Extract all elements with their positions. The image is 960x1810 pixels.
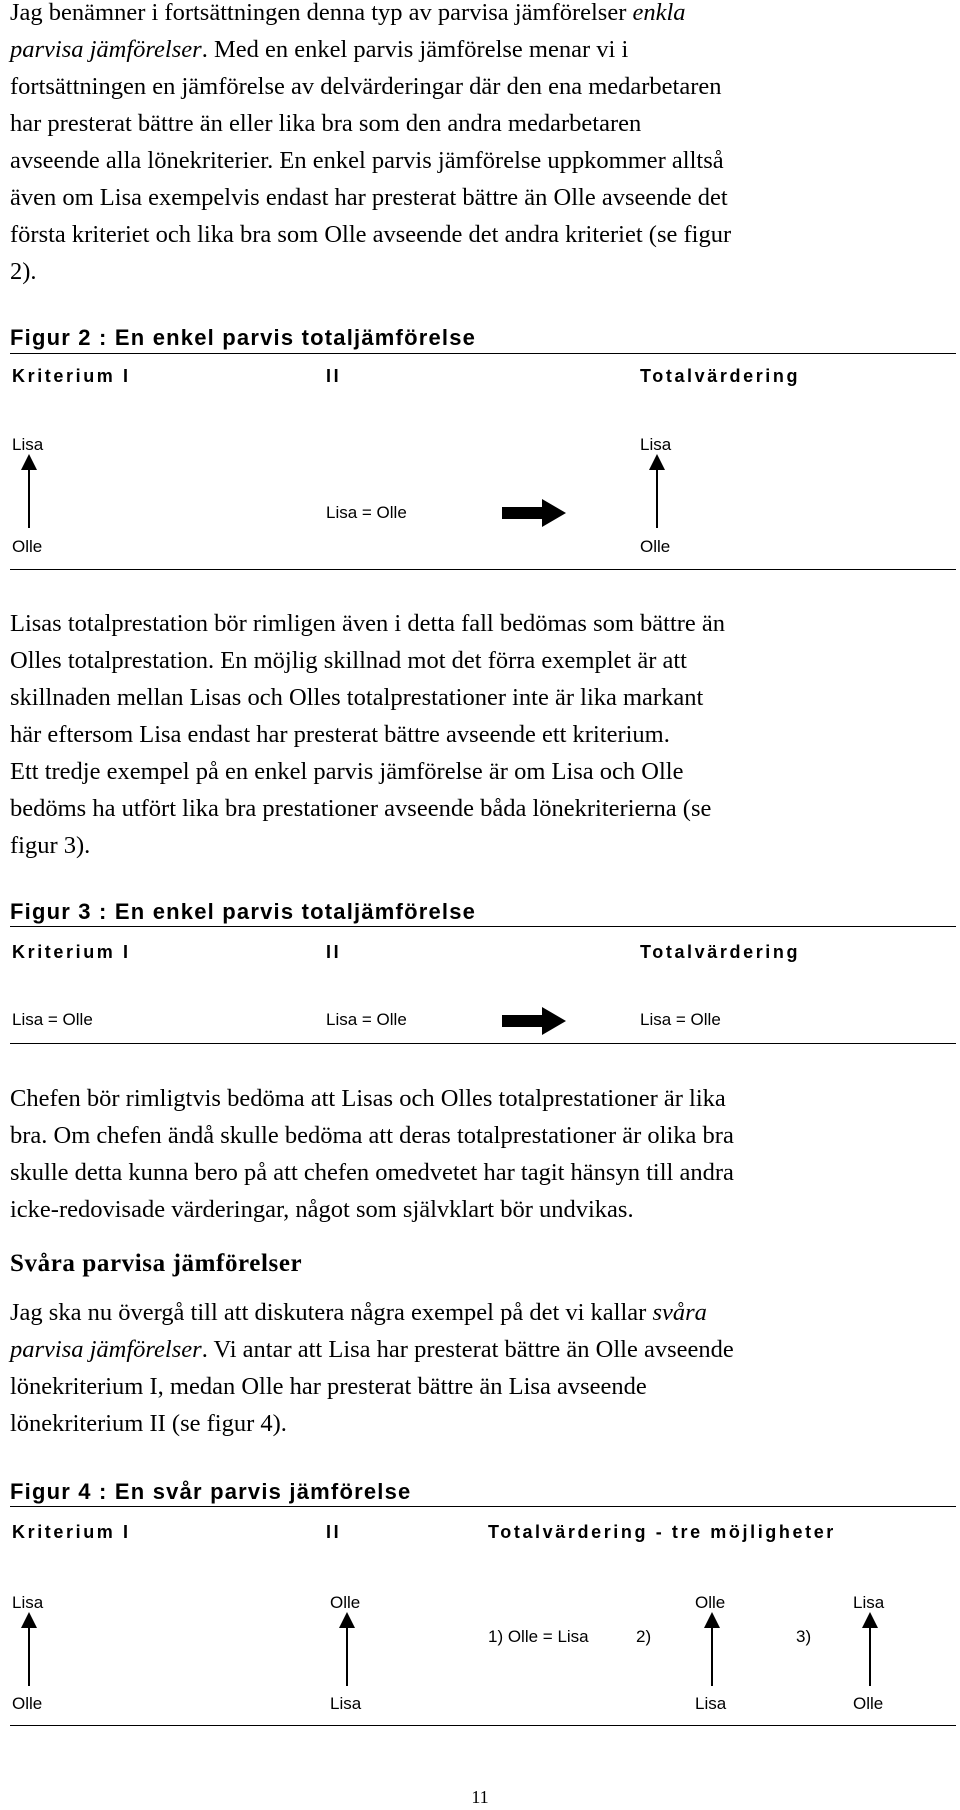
figure-4-crit2-top-label: Olle (330, 1593, 361, 1612)
figure-4-col-kriterium: Kriterium I (12, 1522, 131, 1542)
figure-4-option-2: 2) (636, 1627, 652, 1646)
figure-2-crit2-label: Lisa = Olle (326, 503, 407, 522)
figure-4-rule (10, 1506, 956, 1507)
up-arrow-shaft (28, 468, 30, 528)
right-arrow-icon (502, 499, 566, 527)
up-arrow-shaft (656, 468, 658, 528)
text-run: Jag benämner i fortsättningen denna typ av parvisa jämförelser (10, 0, 633, 26)
figure-4-opt2-top-label: Olle (695, 1593, 726, 1612)
text-run: . Vi antar att Lisa har presterat bättre än Olle avseende (201, 1336, 734, 1363)
figure-3-col-total: Totalvärdering (640, 942, 801, 962)
figure-4-crit1-bottom-label: Olle (12, 1694, 43, 1713)
text-run: . Med en enkel parvis jämförelse menar vi i (201, 36, 629, 63)
page-number: 11 (471, 1787, 489, 1807)
figure-2-col-ii: II (326, 366, 342, 386)
figure-4-opt3-top-label: Lisa (853, 1593, 885, 1612)
figure-3-total-label: Lisa = Olle (640, 1010, 721, 1029)
figure-4-opt2-bottom-label: Lisa (695, 1694, 727, 1713)
up-arrow-shaft (346, 1626, 348, 1686)
up-arrow-shaft (869, 1626, 871, 1686)
figure-3-rule (10, 926, 956, 927)
italic-term: enkla (632, 0, 686, 26)
figure-4-crit1-top-label: Lisa (12, 1593, 44, 1612)
figure-2-title: Figur 2 : En enkel parvis totaljämförelse (10, 325, 477, 350)
figure-2-total-top-label: Lisa (640, 435, 672, 454)
figure-4-title: Figur 4 : En svår parvis jämförelse (10, 1479, 412, 1504)
text-run: fortsättningen en jämförelse av delvärderingar där den ena medarbetaren har presterat bättre än eller lika bra som den andra medarbetaren avseende alla lönekriterier. En enkel parvis jämförelse uppkommer alltså även om Lisa exempelvis endast har presterat bättre än Olle avseende det första kriteriet och lika bra som Olle avseende det andra kriteriet (se figur 2). (10, 73, 732, 285)
right-arrow-icon (502, 1007, 566, 1035)
figure-3-bottom-rule (10, 1043, 956, 1044)
figure-3-col-ii: II (326, 942, 342, 962)
figure-4-bottom-rule (10, 1725, 956, 1726)
figure-2-crit1-top-label: Lisa (12, 435, 44, 454)
figure-2-col-kriterium: Kriterium I (12, 366, 131, 386)
italic-term: parvisa jämförelser (10, 36, 202, 63)
figure-4-crit2-bottom-label: Lisa (330, 1694, 362, 1713)
text-run: lönekriterium I, medan Olle har presterat bättre än Lisa avseende lönekriterium II (se figur 4). (10, 1373, 647, 1437)
italic-term: svåra (652, 1299, 707, 1326)
figure-4-option-3: 3) (796, 1627, 812, 1646)
figure-4-col-ii: II (326, 1522, 342, 1542)
figure-2-bottom-rule (10, 569, 956, 570)
figure-4-col-total: Totalvärdering - tre möjligheter (488, 1522, 836, 1542)
figure-2-total-bottom-label: Olle (640, 537, 671, 556)
italic-term: parvisa jämförelser (10, 1336, 202, 1363)
figure-3-title: Figur 3 : En enkel parvis totaljämförelse (10, 899, 477, 924)
section-heading: Svåra parvisa jämförelser (10, 1250, 303, 1277)
figure-2-col-total: Totalvärdering (640, 366, 801, 386)
figure-2-rule (10, 353, 956, 354)
paragraph-figure-3-discussion: Chefen bör rimligtvis bedöma att Lisas och Olles totalprestationer är lika bra. Om chefen ändå skulle bedöma att deras totalprestationer är olika bra skulle detta kunna bero på att chefen omedvetet har tagit hänsyn till andra icke-redovisade värderingar, något som självklart bör undvikas. (10, 1085, 734, 1223)
figure-4-opt3-bottom-label: Olle (853, 1694, 884, 1713)
text-run: Jag ska nu övergå till att diskutera några exempel på det vi kallar (10, 1299, 653, 1326)
paragraph-difficult-comparisons (10, 1294, 955, 1442)
figure-3-crit2-label: Lisa = Olle (326, 1010, 407, 1029)
figure-3-crit1-label: Lisa = Olle (12, 1010, 93, 1029)
up-arrow-shaft (28, 1626, 30, 1686)
figure-3-col-kriterium: Kriterium I (12, 942, 131, 962)
figure-4-option-1: 1) Olle = Lisa (488, 1627, 589, 1646)
up-arrow-shaft (711, 1626, 713, 1686)
paragraph-intro (10, 0, 955, 290)
paragraph-figure-2-discussion: Lisas totalprestation bör rimligen även i detta fall bedömas som bättre än Olles totalprestation. En möjlig skillnad mot det förra exemplet är att skillnaden mellan Lisas och Olles totalprestationer inte är lika markant här eftersom Lisa endast har presterat bättre avseende ett kriterium. Ett tredje exempel på en enkel parvis jämförelse är om Lisa och Olle bedöms ha utfört lika bra prestationer avseende båda lönekriterierna (se figur 3). (10, 610, 726, 859)
figure-2-crit1-bottom-label: Olle (12, 537, 43, 556)
